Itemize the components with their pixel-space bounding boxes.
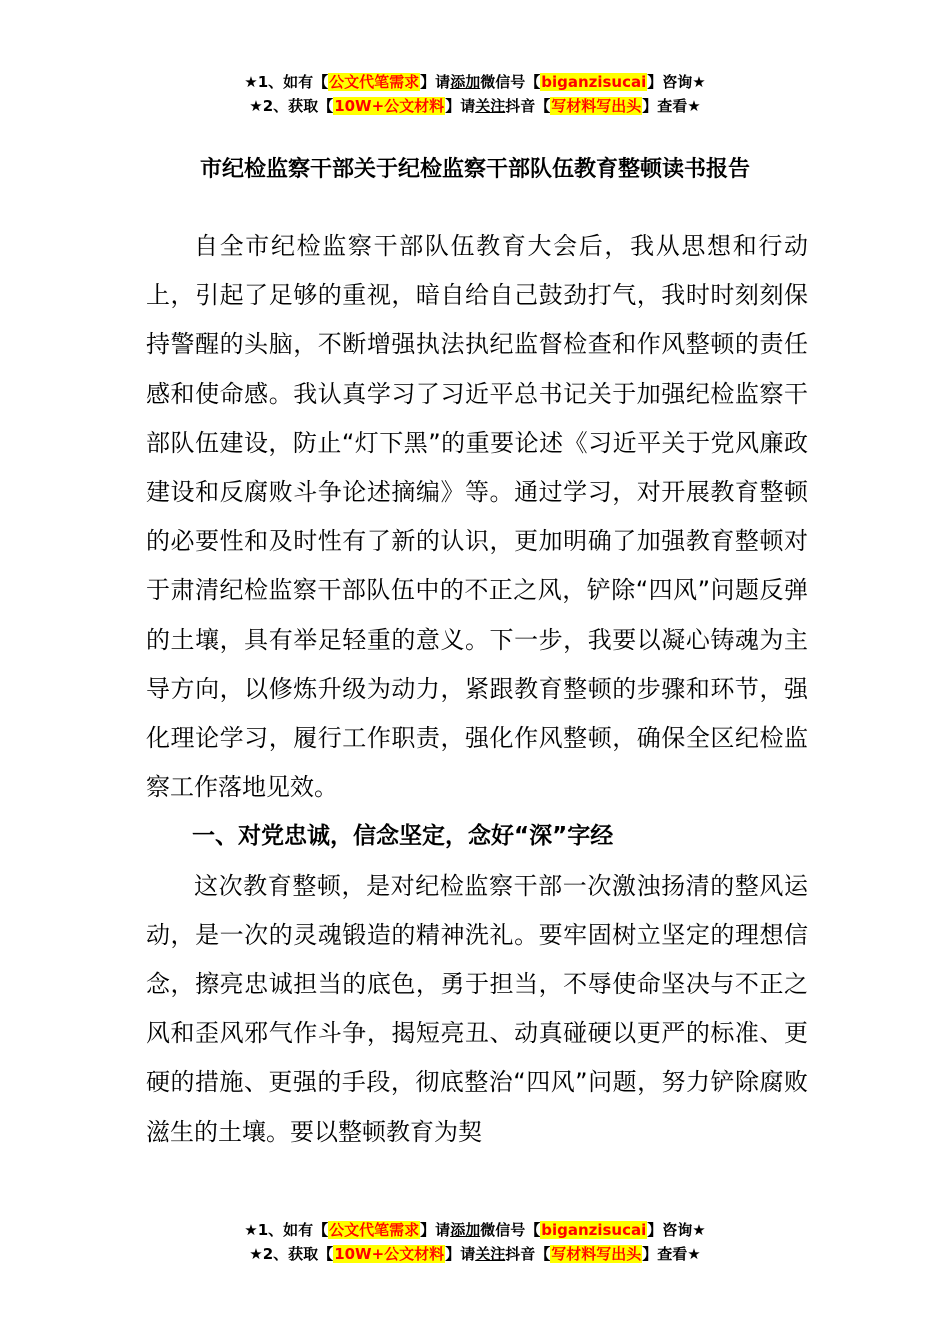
- banner-text: 】请: [420, 1221, 451, 1239]
- banner-text: 】咨询★: [647, 73, 706, 91]
- banner-text: 微信号【: [480, 73, 541, 91]
- document-title: 市纪检监察干部关于纪检监察干部队伍教育整顿读书报告: [199, 157, 750, 182]
- banner-text: 】查看★: [642, 97, 701, 115]
- banner-text: 】请: [445, 1245, 476, 1263]
- banner-text: ★2、获取【: [249, 1245, 334, 1263]
- banner-line-2: [0, 1242, 950, 1266]
- underlined-text: 添加: [450, 73, 481, 91]
- underlined-text: 关注: [475, 1245, 506, 1263]
- highlight-text: 10W+公文材料: [334, 1245, 445, 1263]
- wechat-id: biganzisucai: [541, 73, 647, 91]
- paragraph: 这次教育整顿，是对纪检监察干部一次激浊扬清的整风运动，是一次的灵魂锻造的精神洗礼。要牢固树立坚定的理想信念，擦亮忠诚担当的底色，勇于担当，不辱使命坚决与不正之风和歪风邪气作斗争，揭短亮丑、动真碰硬以更严的标准、更硬的措施、更强的手段，彻底整治“四风”问题，努力铲除腐败滋生的土壤。要以整顿教育为契: [146, 871, 808, 1146]
- highlight-text: 公文代笔需求: [329, 73, 420, 91]
- header-banner: [0, 70, 950, 118]
- banner-line-1: [0, 70, 950, 94]
- banner-text: 微信号【: [480, 1221, 541, 1239]
- banner-text: 】请: [445, 97, 476, 115]
- footer-banner: [0, 1218, 950, 1266]
- highlight-text: 10W+公文材料: [334, 97, 445, 115]
- highlight-text: 公文代笔需求: [329, 1221, 420, 1239]
- banner-text: ★1、如有【: [244, 1221, 329, 1239]
- underlined-text: 关注: [475, 97, 506, 115]
- document-body: [146, 222, 808, 1157]
- douyin-id: 写材料写出头: [551, 1245, 642, 1263]
- section-heading: 一、对党忠诚，信念坚定，念好“深”字经: [192, 823, 614, 850]
- banner-text: 】查看★: [642, 1245, 701, 1263]
- banner-line-1: [0, 1218, 950, 1242]
- banner-text: ★1、如有【: [244, 73, 329, 91]
- banner-text: 】咨询★: [647, 1221, 706, 1239]
- paragraph: 自全市纪检监察干部队伍教育大会后，我从思想和行动上，引起了足够的重视，暗自给自己鼓劲打气，我时时刻刻保持警醒的头脑，不断增强执法执纪监督检查和作风整顿的责任感和使命感。我认真学习了习近平总书记关于加强纪检监察干部队伍建设，防止“灯下黑”的重要论述《习近平关于党风廉政建设和反腐败斗争论述摘编》等。通过学习，对开展教育整顿的必要性和及时性有了新的认识，更加明确了加强教育整顿对于肃清纪检监察干部队伍中的不正之风，铲除“四风”问题反弹的土壤，具有举足轻重的意义。下一步，我要以凝心铸魂为主导方向，以修炼升级为动力，紧跟教育整顿的步骤和环节，强化理论学习，履行工作职责，强化作风整顿，确保全区纪检监察工作落地见效。: [146, 232, 808, 802]
- wechat-id: biganzisucai: [541, 1221, 647, 1239]
- underlined-text: 添加: [450, 1221, 481, 1239]
- banner-text: 抖音【: [505, 97, 551, 115]
- banner-text: 抖音【: [505, 1245, 551, 1263]
- douyin-id: 写材料写出头: [551, 97, 642, 115]
- banner-line-2: [0, 94, 950, 118]
- banner-text: ★2、获取【: [249, 97, 334, 115]
- banner-text: 】请: [420, 73, 451, 91]
